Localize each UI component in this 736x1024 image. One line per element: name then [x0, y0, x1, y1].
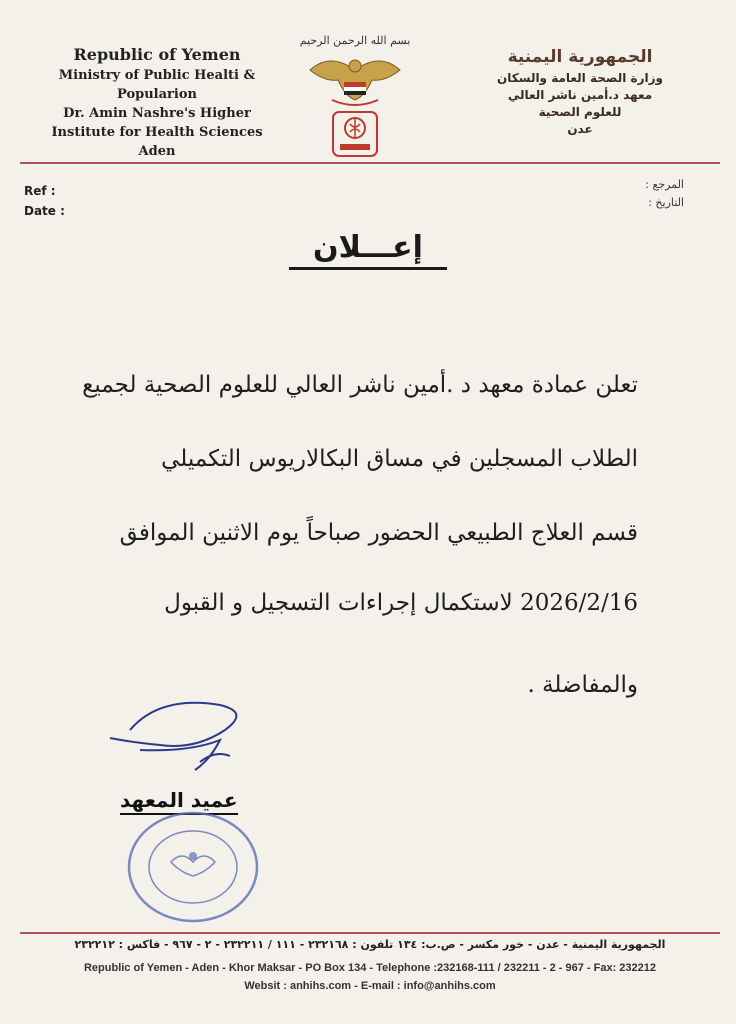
header-en-institute-1: Dr. Amin Nashre's Higher	[63, 106, 251, 121]
header-en-country: Republic of Yemen	[73, 45, 241, 64]
announcement-line-1: تعلن عمادة معهد د .أمين ناشر العالي للعلوم الصحية لجميع	[82, 372, 638, 398]
ref-label: Ref :	[24, 184, 56, 198]
header-arabic	[460, 44, 700, 138]
announcement-line-2: الطلاب المسجلين في مساق البكالاريوس التكميلي	[161, 446, 638, 472]
header-ar-sciences: للعلوم الصحية	[538, 105, 622, 119]
footer-english-address: Republic of Yemen - Aden - Khor Maksar - PO Box 134 - Telephone :232168-111 / 232211 - 2 - 967 - Fax: 232212	[83, 962, 657, 974]
header-divider	[20, 162, 720, 164]
announcement-title-text: إعـــلان	[289, 230, 447, 270]
ref-label-ar: المرجع :	[645, 178, 684, 191]
dean-title: عميد المعهد	[120, 788, 238, 815]
date-label: Date :	[24, 204, 65, 218]
header-ar-institute: معهد د.أمين ناشر العالي	[507, 88, 653, 102]
footer-divider	[20, 932, 720, 934]
date-label-ar: التاريخ :	[648, 196, 684, 209]
header-ar-country: الجمهورية اليمنية	[507, 47, 653, 67]
announcement-line-4: 2026/2/16 لاستكمال إجراءات التسجيل و القبول	[164, 590, 638, 616]
official-stamp-icon	[126, 810, 260, 924]
announcement-line-5: والمفاضلة .	[527, 672, 638, 698]
yemen-emblem-icon	[300, 30, 410, 160]
header-en-city: Aden	[138, 144, 176, 159]
basmala-text: بسم الله الرحمن الرحيم	[299, 34, 411, 47]
header-en-ministry: Ministry of Public Healti & Popularion	[58, 68, 256, 102]
header-ar-city: عدن	[567, 122, 593, 136]
announcement-title	[0, 230, 736, 265]
handwritten-signature-icon	[100, 690, 260, 790]
footer-arabic: الجمهورية اليمنية - عدن - خور مكسر - ص.ب: ١٣٤ تلفون : ٢٣٢١٦٨ - ١١١ / ٢٣٢٢١١ - ٢ - ٩٦٧ - فاكس : ٢٣٢٢١٢	[74, 938, 666, 951]
footer-english-web: Websit : anhihs.com - E-mail : info@anhihs.com	[244, 980, 496, 992]
header-english	[22, 44, 292, 161]
header-ar-ministry: وزارة الصحة العامة والسكان	[497, 71, 663, 85]
announcement-line-3: قسم العلاج الطبيعي الحضور صباحاً يوم الاثنين الموافق	[119, 520, 638, 546]
header-en-institute-2: Institute for Health Sciences	[51, 125, 263, 140]
